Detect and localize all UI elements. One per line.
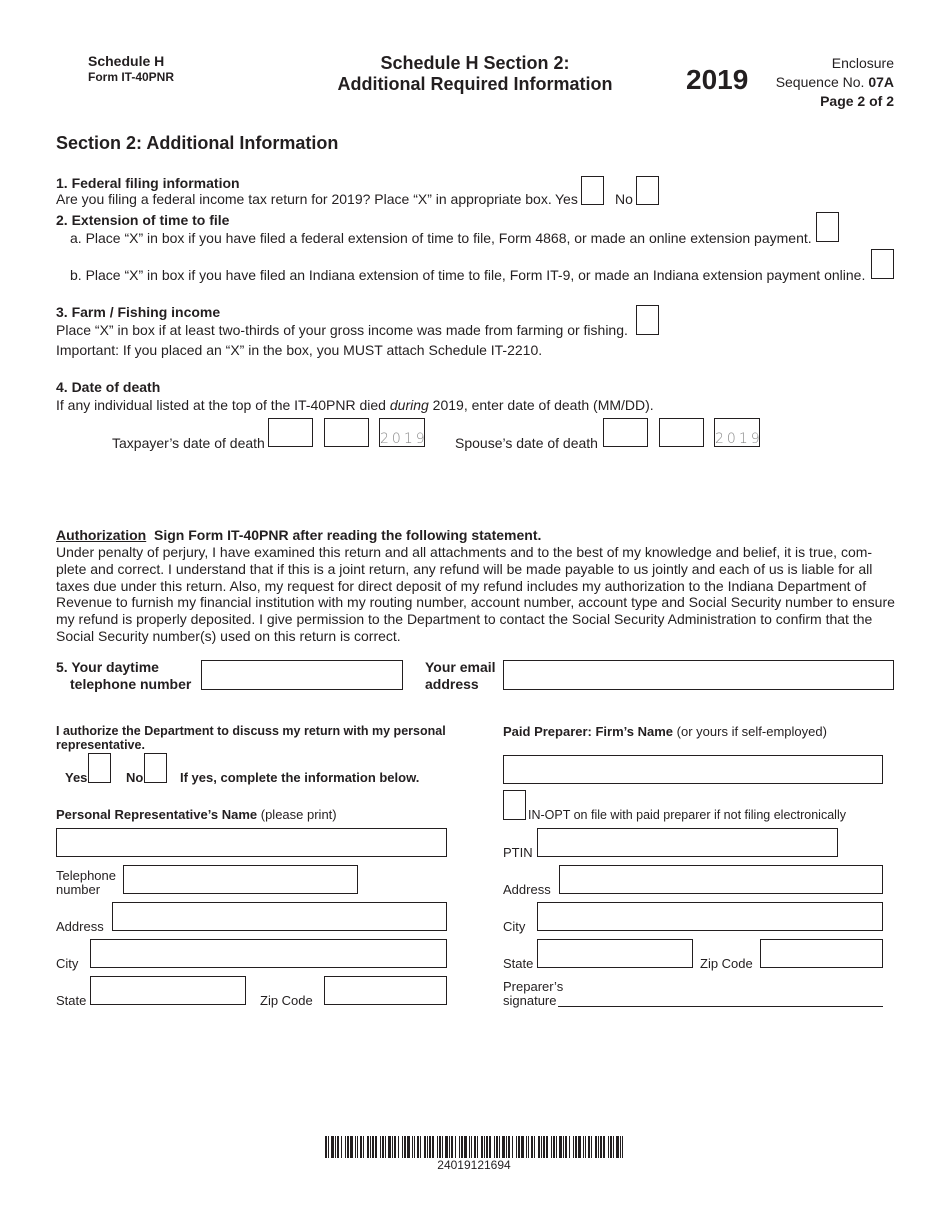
barcode-bar <box>613 1136 614 1158</box>
barcode-bar <box>474 1136 476 1158</box>
rep-zip-field[interactable] <box>324 976 447 1005</box>
rep-if-yes-note: If yes, complete the information below. <box>180 770 420 785</box>
spouse-death-month[interactable] <box>603 418 648 447</box>
schedule-label: Schedule H <box>88 53 165 69</box>
rep-state-field[interactable] <box>90 976 246 1005</box>
preparer-city-label: City <box>503 919 526 934</box>
barcode-bar <box>603 1136 605 1158</box>
q2b-text: b. Place “X” in box if you have filed an Indiana extension of time to file, Form IT-9, or made an Indiana extension payment online. <box>70 267 866 283</box>
barcode-bar <box>341 1136 342 1158</box>
authorization-line: plete and correct. I understand that if this is a joint return, any refund will be made payable to us jointly and each of us is liable for all <box>56 560 873 577</box>
authorization-line: Under penalty of perjury, I have examined this return and all attachments and to the best of my knowledge and belief, it is true, com- <box>56 544 873 560</box>
barcode-bar <box>345 1136 346 1158</box>
barcode-bar <box>404 1136 406 1158</box>
preparer-state-field[interactable] <box>537 939 693 968</box>
barcode-bar <box>375 1136 377 1158</box>
inopt-checkbox[interactable] <box>503 790 526 820</box>
barcode-bar <box>506 1136 507 1158</box>
barcode-bar <box>347 1136 349 1158</box>
q2b-checkbox[interactable] <box>871 249 894 279</box>
enclosure-label: Enclosure <box>831 55 894 71</box>
rep-no-checkbox[interactable] <box>144 753 167 783</box>
inopt-label: IN-OPT on file with paid preparer if not filing electronically <box>528 808 846 822</box>
q3-important: Important: If you placed an “X” in the box, you MUST attach Schedule IT-2210. <box>56 342 543 358</box>
q4-text-post: 2019, enter date of death (MM/DD). <box>428 397 654 413</box>
barcode-bar <box>335 1136 336 1158</box>
barcode-bar <box>546 1136 548 1158</box>
barcode-bar <box>502 1136 505 1158</box>
barcode-bar <box>494 1136 495 1158</box>
rep-no-label: No <box>126 770 144 785</box>
rep-address-field[interactable] <box>112 902 447 931</box>
barcode-bar <box>437 1136 438 1158</box>
barcode-bar <box>439 1136 441 1158</box>
barcode-bar <box>591 1136 592 1158</box>
barcode-bar <box>355 1136 356 1158</box>
barcode-bar <box>616 1136 619 1158</box>
spouse-death-day[interactable] <box>659 418 704 447</box>
page-title-line2: Additional Required Information <box>337 74 613 94</box>
q4-text-pre: If any individual listed at the top of the IT-40PNR died <box>56 397 390 413</box>
barcode-bar <box>526 1136 527 1158</box>
barcode-bar <box>392 1136 393 1158</box>
barcode-bar <box>569 1136 570 1158</box>
authorization-line: my refund is properly deposited. I give permission to the Department to contact the Social Security Administration to confirm that the <box>56 611 873 628</box>
barcode-bar <box>518 1136 520 1158</box>
authorization-line: Revenue to furnish my financial institution with my routing number, account number, account type and Social Security number to ensure <box>56 594 895 611</box>
barcode-bar <box>538 1136 540 1158</box>
barcode-bar <box>486 1136 488 1158</box>
barcode-bar <box>598 1136 599 1158</box>
barcode-bar <box>451 1136 453 1158</box>
barcode-bar <box>407 1136 410 1158</box>
phone-label-line1: 5. Your daytime <box>56 659 159 675</box>
barcode-number: 24019121694 <box>437 1158 511 1172</box>
preparer-signature-label-line1: Preparer’s <box>503 979 564 994</box>
barcode-bar <box>516 1136 517 1158</box>
barcode-bar <box>469 1136 470 1158</box>
barcode-bar <box>499 1136 500 1158</box>
barcode-bar <box>528 1136 529 1158</box>
barcode-bar <box>573 1136 574 1158</box>
rep-city-field[interactable] <box>90 939 447 968</box>
taxpayer-death-month[interactable] <box>268 418 313 447</box>
preparer-state-label: State <box>503 956 534 971</box>
q4-text-emphasis: during <box>389 397 429 413</box>
preparer-firm-label-note: (or yours if self-employed) <box>676 724 827 739</box>
rep-telephone-label-line2: number <box>56 882 101 897</box>
q1-no-label: No <box>615 191 633 207</box>
rep-zip-label: Zip Code <box>260 993 313 1008</box>
barcode-bar <box>382 1136 384 1158</box>
page-number: Page 2 of 2 <box>820 93 894 109</box>
authorization-statement <box>56 544 906 645</box>
barcode-bar <box>372 1136 374 1158</box>
q1-text: Are you filing a federal income tax return for 2019? Place “X” in appropriate box. <box>56 191 552 207</box>
q2a-checkbox[interactable] <box>816 212 839 242</box>
barcode-bar <box>512 1136 513 1158</box>
barcode-bar <box>531 1136 533 1158</box>
rep-name-field[interactable] <box>56 828 447 857</box>
barcode-bar <box>402 1136 403 1158</box>
preparer-firm-label-bold: Paid Preparer: Firm’s Name <box>503 724 674 739</box>
email-label-line1: Your email <box>425 659 496 675</box>
spouse-death-year: 2019 <box>715 431 763 447</box>
barcode-bar <box>427 1136 428 1158</box>
barcode-bar <box>477 1136 478 1158</box>
barcode-bar <box>600 1136 602 1158</box>
preparer-zip-field[interactable] <box>760 939 883 968</box>
barcode-bar <box>551 1136 552 1158</box>
barcode-bar <box>350 1136 353 1158</box>
barcode-bar <box>559 1136 562 1158</box>
barcode-bar <box>620 1136 621 1158</box>
q4-text <box>56 397 654 414</box>
daytime-phone-field[interactable] <box>201 660 403 690</box>
q1-heading: 1. Federal filing information <box>56 175 240 191</box>
barcode-bar <box>575 1136 577 1158</box>
barcode-bar <box>459 1136 460 1158</box>
barcode-bar <box>449 1136 450 1158</box>
barcode-bar <box>388 1136 391 1158</box>
barcode-bar <box>464 1136 467 1158</box>
barcode-bar <box>585 1136 586 1158</box>
barcode-bar <box>385 1136 386 1158</box>
barcode-bar <box>360 1136 362 1158</box>
barcode-bar <box>424 1136 426 1158</box>
rep-authorize-line1: I authorize the Department to discuss my return with my personal <box>56 724 446 738</box>
preparer-signature-label-line2: signature <box>503 993 557 1008</box>
barcode-bar <box>556 1136 557 1158</box>
authorization-subtitle: Sign Form IT-40PNR after reading the following statement. <box>154 527 542 543</box>
barcode-bar <box>496 1136 498 1158</box>
rep-telephone-field[interactable] <box>123 865 358 894</box>
sequence-value: 07A <box>868 74 894 90</box>
barcode-bar <box>363 1136 364 1158</box>
authorization-line: Social Security number(s) used on this return is correct. <box>56 627 401 644</box>
barcode-bar <box>420 1136 421 1158</box>
tax-year: 2019 <box>686 64 749 95</box>
q1-no-checkbox[interactable] <box>636 176 659 205</box>
barcode-bar <box>398 1136 399 1158</box>
rep-telephone-label-line1: Telephone <box>56 868 116 883</box>
authorization-title: Authorization <box>56 527 147 543</box>
phone-label-line2: telephone number <box>70 676 192 692</box>
barcode-bar <box>455 1136 456 1158</box>
rep-address-label: Address <box>56 919 104 934</box>
barcode-bar <box>414 1136 415 1158</box>
ptin-label: PTIN <box>503 845 533 860</box>
barcode-bar <box>417 1136 419 1158</box>
barcode-bar <box>432 1136 434 1158</box>
section-title: Section 2: Additional Information <box>56 133 339 153</box>
barcode <box>325 1136 623 1158</box>
barcode-bar <box>481 1136 483 1158</box>
barcode-bar <box>337 1136 339 1158</box>
q3-text: Place “X” in box if at least two-thirds of your gross income was made from farming or fishing. <box>56 322 628 338</box>
barcode-bar <box>442 1136 443 1158</box>
rep-name-label <box>56 807 337 823</box>
barcode-bar <box>380 1136 381 1158</box>
barcode-bar <box>565 1136 567 1158</box>
rep-authorize-line2: representative. <box>56 738 145 752</box>
barcode-bar <box>370 1136 371 1158</box>
preparer-zip-label: Zip Code <box>700 956 753 971</box>
barcode-bar <box>489 1136 491 1158</box>
barcode-bar <box>543 1136 545 1158</box>
preparer-firm-field[interactable] <box>503 755 883 784</box>
q3-checkbox[interactable] <box>636 305 659 335</box>
barcode-bar <box>484 1136 485 1158</box>
barcode-bar <box>521 1136 524 1158</box>
barcode-bar <box>445 1136 448 1158</box>
email-field[interactable] <box>503 660 894 690</box>
rep-city-label: City <box>56 956 79 971</box>
barcode-bar <box>331 1136 334 1158</box>
form-label: Form IT-40PNR <box>88 70 175 84</box>
taxpayer-death-day[interactable] <box>324 418 369 447</box>
taxpayer-death-year: 2019 <box>380 431 428 447</box>
barcode-bar <box>588 1136 590 1158</box>
sequence-number <box>776 74 894 90</box>
rep-state-label: State <box>56 993 87 1008</box>
preparer-signature-line[interactable] <box>558 1006 883 1007</box>
barcode-bar <box>534 1136 535 1158</box>
barcode-bar <box>461 1136 463 1158</box>
authorization-heading <box>56 527 541 544</box>
barcode-bar <box>563 1136 564 1158</box>
q4-heading: 4. Date of death <box>56 379 161 395</box>
barcode-bar <box>578 1136 581 1158</box>
barcode-bar <box>429 1136 431 1158</box>
barcode-bar <box>608 1136 609 1158</box>
taxpayer-death-label: Taxpayer’s date of death <box>112 435 265 451</box>
barcode-bar <box>553 1136 555 1158</box>
barcode-bar <box>583 1136 584 1158</box>
sequence-label: Sequence No. <box>775 74 865 90</box>
authorization-line: taxes due under this return. Also, my request for direct deposit of my refund includes my authorization to the Indiana Department of <box>56 577 867 594</box>
q1-yes-label: Yes <box>555 191 578 207</box>
barcode-bar <box>367 1136 369 1158</box>
q2-heading: 2. Extension of time to file <box>56 212 230 228</box>
preparer-address-label: Address <box>503 882 551 897</box>
barcode-bar <box>412 1136 413 1158</box>
barcode-bar <box>471 1136 472 1158</box>
rep-yes-label: Yes <box>65 770 88 785</box>
barcode-bar <box>508 1136 510 1158</box>
preparer-city-field[interactable] <box>537 902 883 931</box>
page-title-line1: Schedule H Section 2: <box>380 53 570 73</box>
preparer-firm-label <box>503 724 827 740</box>
preparer-address-field[interactable] <box>559 865 883 894</box>
barcode-bar <box>357 1136 358 1158</box>
barcode-bar <box>541 1136 542 1158</box>
spouse-death-label: Spouse’s date of death <box>455 435 598 451</box>
email-label-line2: address <box>425 676 479 692</box>
barcode-bar <box>610 1136 612 1158</box>
ptin-field[interactable] <box>537 828 838 857</box>
barcode-bar <box>622 1136 623 1158</box>
q3-heading: 3. Farm / Fishing income <box>56 304 221 320</box>
rep-name-label-note: (please print) <box>260 807 337 822</box>
barcode-bar <box>328 1136 329 1158</box>
barcode-bar <box>394 1136 396 1158</box>
rep-yes-checkbox[interactable] <box>88 753 111 783</box>
q1-yes-checkbox[interactable] <box>581 176 604 205</box>
rep-name-label-bold: Personal Representative’s Name <box>56 807 258 822</box>
barcode-bar <box>595 1136 597 1158</box>
q2a-text: a. Place “X” in box if you have filed a federal extension of time to file, Form 4868, or made an online extension payment. <box>70 230 812 246</box>
barcode-bar <box>325 1136 327 1158</box>
